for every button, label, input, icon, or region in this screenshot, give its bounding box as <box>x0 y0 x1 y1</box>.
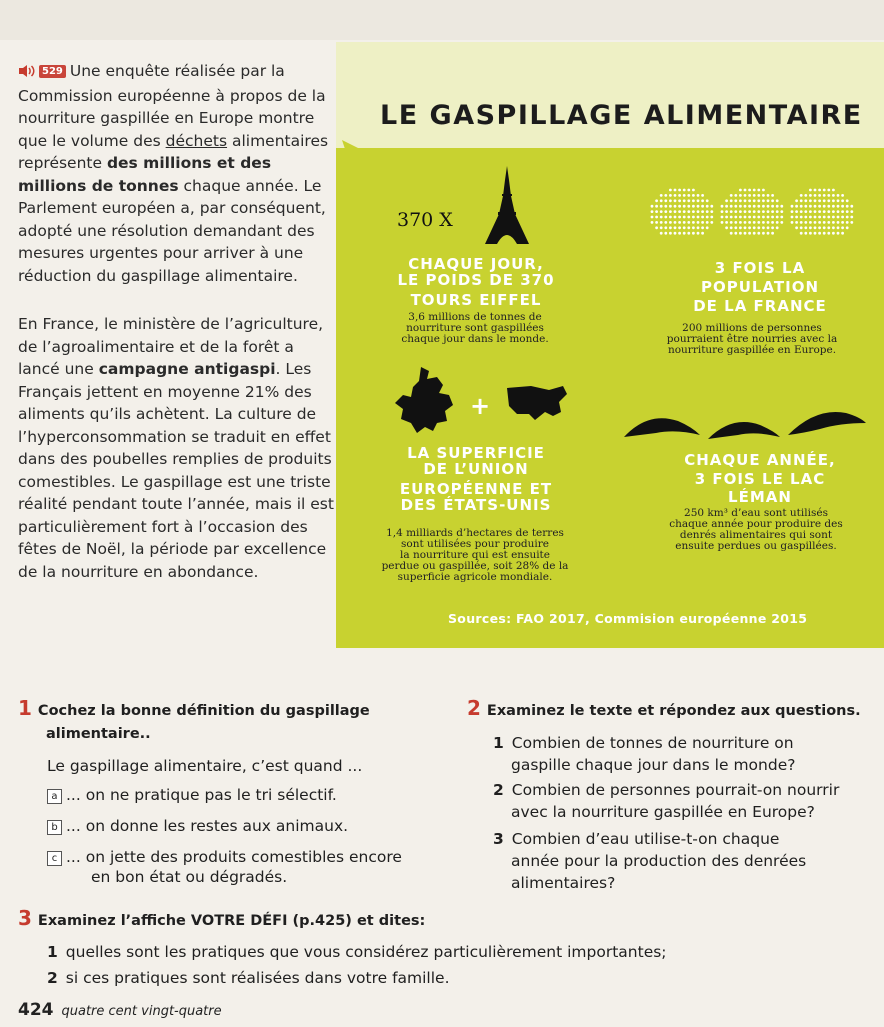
block4-caption <box>640 508 872 552</box>
exercise-2-heading <box>467 697 877 722</box>
intro-text-span: En France, le ministère de l’agriculture, de l’agroalimentaire et de la forêt a lancé une <box>18 315 324 378</box>
europe-map-icon <box>393 365 463 437</box>
checkbox[interactable]: a <box>47 789 62 804</box>
page-footer <box>18 1000 222 1020</box>
intro-paragraph-1 <box>18 60 336 287</box>
item-number: 1 <box>47 943 58 961</box>
exercise-3-item-2 <box>47 967 450 989</box>
plus-sign: + <box>470 392 491 420</box>
intro-paragraph-2 <box>18 313 336 583</box>
infographic-title: LE GASPILLAGE ALIMENTAIRE <box>380 100 863 131</box>
question-2 <box>493 779 839 823</box>
heading-line: LA SUPERFICIE <box>407 444 545 462</box>
question-text: Combien d’eau utilise-t-on chaque <box>511 830 780 848</box>
caption-line: sont utilisées pour produire <box>401 538 549 550</box>
underlined-word: déchets <box>165 131 228 150</box>
exercise-3-heading <box>18 907 818 932</box>
option-b[interactable] <box>47 817 348 835</box>
caption-line: ensuite perdues ou gaspillées. <box>675 540 837 552</box>
caption-line: chaque année pour produire des <box>669 518 843 530</box>
infographic-title-band <box>336 42 884 150</box>
heading-line: DE L’UNION <box>423 460 529 478</box>
exercise-number: 1 <box>18 696 32 720</box>
heading-line: EUROPÉENNE ET <box>399 480 553 498</box>
checkbox[interactable]: c <box>47 851 62 866</box>
question-number: 2 <box>493 781 504 799</box>
page-number: 424 <box>18 1000 54 1020</box>
lake-waves-icon <box>620 405 870 445</box>
item-text: si ces pratiques sont réalisées dans votre famille. <box>65 969 450 987</box>
caption-line: perdue ou gaspillée, soit 28% de la <box>381 560 569 572</box>
caption-line: chaque jour dans le monde. <box>401 333 549 345</box>
exercise-1-heading <box>18 697 438 745</box>
caption-line: denrés alimentaires qui sont <box>679 529 833 541</box>
page-number-text: quatre cent vingt-quatre <box>61 1004 222 1019</box>
option-text: ... on ne pratique pas le tri sélectif. <box>66 786 337 804</box>
caption-line: nourriture sont gaspillées <box>406 322 544 334</box>
caption-line: 3,6 millions de tonnes de <box>408 311 542 323</box>
caption-line: 250 km³ d’eau sont utilisés <box>684 507 828 519</box>
heading-line: DE LA FRANCE <box>693 297 827 315</box>
heading-line: LE POIDS DE 370 <box>397 271 555 289</box>
caption-line: la nourriture qui est ensuite <box>399 549 550 561</box>
option-text: ... on jette des produits comestibles encore <box>66 848 402 866</box>
question-1 <box>493 732 795 776</box>
heading-line: DES ÉTATS-UNIS <box>400 496 552 514</box>
intro-text-span: chaque année. Le Parlement européen a, par conséquent, adopté une résolution demandant des mesures urgentes pour arriver à une réduction du gaspillage alimentaire. <box>18 176 326 285</box>
question-text: alimentaires? <box>511 874 616 892</box>
option-c-continuation: en bon état ou dégradés. <box>91 868 288 886</box>
intro-text-span: Une enquête réalisée par la Commission européenne à propos de la nourriture gaspillée en Europe montre que le volume des <box>18 62 326 150</box>
option-text: ... on donne les restes aux animaux. <box>66 817 349 835</box>
question-number: 3 <box>493 830 504 848</box>
eiffel-count: 370 X <box>397 209 453 231</box>
bold-phrase: des millions et des millions de tonnes <box>18 154 272 195</box>
bold-phrase: campagne antigaspi <box>98 360 276 378</box>
top-margin <box>0 0 884 40</box>
block1-heading <box>376 256 576 308</box>
exercise-title: alimentaire.. <box>46 726 151 742</box>
heading-line: 3 FOIS LA <box>714 259 806 277</box>
crowd-dots-icon <box>642 174 862 254</box>
exercise-3-item-1 <box>47 941 667 963</box>
exercise-title: Cochez la bonne définition du gaspillage <box>37 703 370 719</box>
checkbox[interactable]: b <box>47 820 62 835</box>
block2-caption <box>632 323 872 356</box>
track-number-badge: 529 <box>39 65 66 78</box>
exercise-title: Examinez l’affiche VOTRE DÉFI (p.425) et dites: <box>37 913 426 929</box>
caption-line: superficie agricole mondiale. <box>397 571 553 583</box>
heading-line: 3 FOIS LE LAC <box>694 470 826 488</box>
block3-heading <box>376 445 576 513</box>
heading-line: POPULATION <box>700 278 820 296</box>
exercise-title: Examinez le texte et répondez aux questions. <box>486 703 861 719</box>
intro-text-span: alimentaires représente <box>18 131 329 172</box>
question-3 <box>493 828 806 894</box>
item-text: quelles sont les pratiques que vous considérez particulièrement importantes; <box>65 943 667 961</box>
audio-icon[interactable] <box>18 62 36 85</box>
heading-line: CHAQUE ANNÉE, <box>684 451 836 469</box>
block4-heading <box>650 452 870 505</box>
question-text: année pour la production des denrées <box>511 852 807 870</box>
intro-text-span: . Les Français jettent en moyenne 21% des aliments qu’ils achètent. La culture de l’hyperconsommation se traduit en effet dans des poubelles remplies de produits comestibles. Le gaspillage est une triste réalité pendant toute l’année, mais il est particulièrement fort à l’occasion des fêtes de Noël, la période par excellence de la nourriture en abondance. <box>18 360 334 581</box>
question-text: Combien de tonnes de nourriture on <box>511 734 794 752</box>
option-c[interactable] <box>47 848 402 866</box>
item-number: 2 <box>47 969 58 987</box>
block2-heading <box>650 260 870 314</box>
question-number: 1 <box>493 734 504 752</box>
heading-line: TOURS EIFFEL <box>410 291 542 309</box>
block1-caption <box>360 312 590 345</box>
question-text: avec la nourriture gaspillée en Europe? <box>511 803 815 821</box>
exercise-1-stem: Le gaspillage alimentaire, c’est quand ... <box>47 757 363 775</box>
pointer-triangle-icon <box>342 138 372 156</box>
question-text: gaspille chaque jour dans le monde? <box>511 756 796 774</box>
caption-line: pourraient être nourries avec la <box>666 333 838 345</box>
caption-line: 1,4 milliards d’hectares de terres <box>386 527 564 539</box>
sources-line: Sources: FAO 2017, Commision européenne 2015 <box>448 611 808 626</box>
intro-text <box>18 60 336 583</box>
heading-line: CHAQUE JOUR, <box>408 255 544 273</box>
option-a[interactable] <box>47 786 337 804</box>
eiffel-tower-icon <box>484 166 530 244</box>
heading-line: LÉMAN <box>728 488 792 506</box>
usa-map-icon <box>505 382 569 422</box>
block3-caption <box>350 528 600 583</box>
caption-line: nourriture gaspillée en Europe. <box>667 344 837 356</box>
caption-line: 200 millions de personnes <box>682 322 822 334</box>
exercise-number: 2 <box>467 696 481 720</box>
question-text: Combien de personnes pourrait-on nourrir <box>511 781 840 799</box>
exercise-number: 3 <box>18 906 32 930</box>
